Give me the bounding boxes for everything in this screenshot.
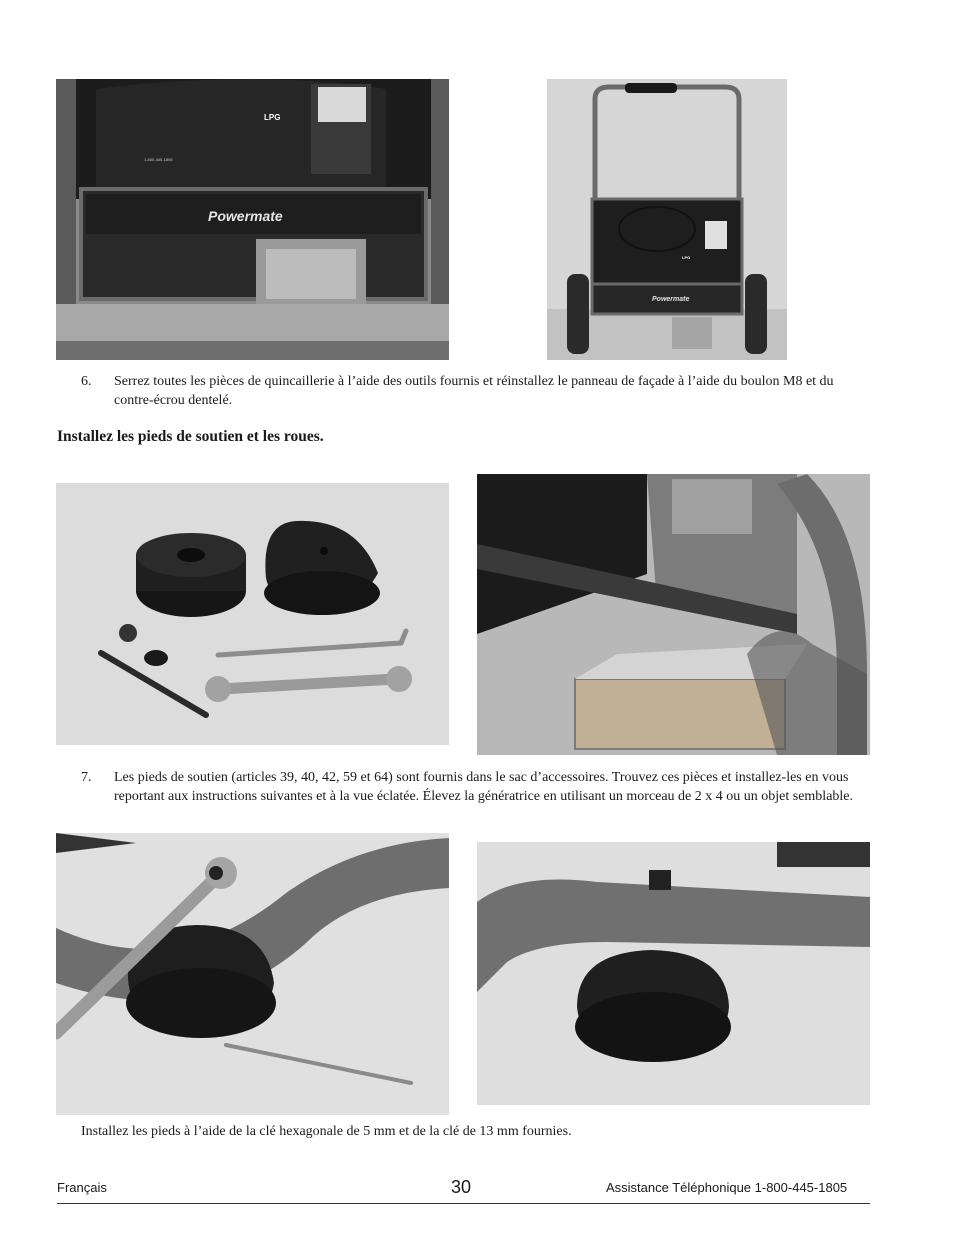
photo-support-feet-parts — [56, 483, 449, 745]
generator-full-illustration — [547, 79, 787, 360]
wood-block-illustration — [477, 474, 870, 755]
section-heading: Installez les pieds de soutien et les roues. — [57, 428, 324, 445]
photo-generator-full — [547, 79, 787, 360]
photo2-model-label: LPG — [682, 255, 691, 260]
photo-caption: Installez les pieds à l’aide de la clé hexagonale de 5 mm et de la clé de 13 mm fournies. — [81, 1124, 572, 1139]
parts-illustration — [56, 483, 449, 745]
step-7-text: Les pieds de soutien (articles 39, 40, 42, 59 et 64) sont fournis dans le sac d’accessoires. Trouvez ces pièces et installez-les en vous reportant aux instructions suivantes et à la vue éclatée. Élevez la génératrice en utilisant un morceau de 2 x 4 ou un objet semblable. — [114, 770, 854, 804]
generator-front-illustration — [56, 79, 449, 360]
photo-generator-front-panel — [56, 79, 449, 360]
footer-rule — [57, 1203, 870, 1204]
step-7-number: 7. — [81, 770, 92, 785]
install-foot-illustration — [56, 833, 449, 1115]
photo-model-label: LPG — [264, 113, 281, 122]
footer-support-phone: Assistance Téléphonique 1-800-445-1805 — [606, 1180, 848, 1195]
photo-installed-foot — [477, 842, 870, 1105]
photo-installing-foot-with-wrench — [56, 833, 449, 1115]
footer-language: Français — [57, 1180, 107, 1195]
installed-foot-illustration — [477, 842, 870, 1105]
step-6-number: 6. — [81, 374, 92, 389]
photo2-brand-logo: Powermate — [652, 296, 690, 303]
step-6-text: Serrez toutes les pièces de quincaillerie à l’aide des outils fournis et réinstallez le panneau de façade à l’aide du boulon M8 et du contre-écrou dentelé. — [114, 374, 834, 408]
photo-brand-logo: Powermate — [208, 208, 283, 224]
photo-generator-on-wood-block — [477, 474, 870, 755]
photo-phone-label: 1-800-445-1805 — [144, 157, 173, 162]
footer-page-number: 30 — [451, 1177, 472, 1197]
